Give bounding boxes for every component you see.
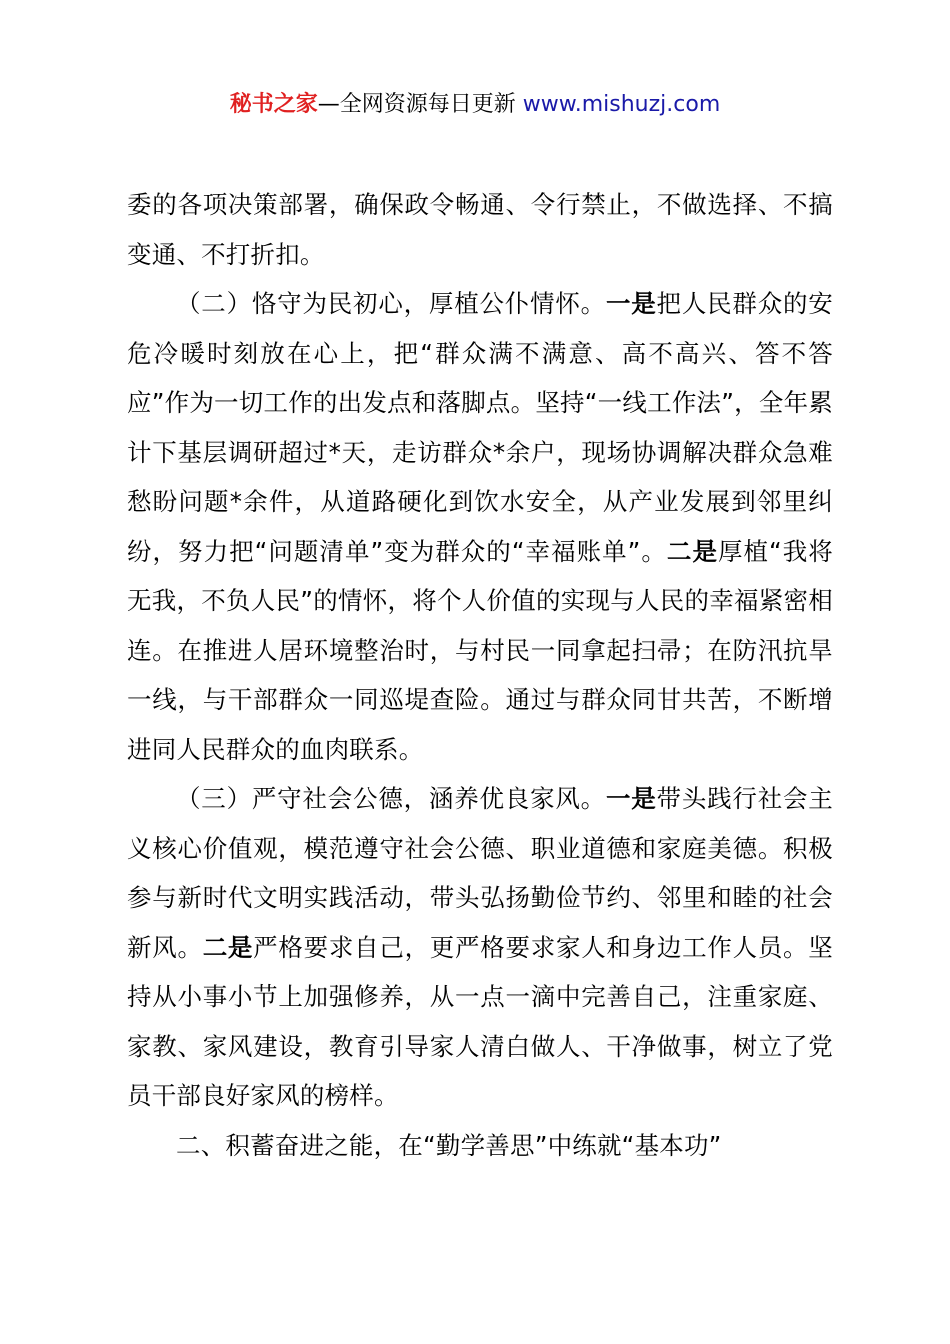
text-segment: （二）恪守为民初心，厚植公仆情怀。 [176,289,606,318]
heading-text: 二、积蓄奋进之能，在“勤学善思”中练就“基本功” [176,1130,722,1160]
paragraph-continuation [127,180,833,279]
paragraph-section-2 [127,279,833,774]
keyword-second: 二是 [666,536,718,566]
text-segment: 严格要求自己，更严格要求家人和身边工作人员。坚持从小事小节上加强修养，从一点一滴中完善自己，注重家庭、家教、家风建设，教育引导家人清白做人、干净做事，树立了党员干部良好家风的榜样。 [127,932,833,1110]
text-segment: 带头践行社会主义核心价值观，模范遵守社会公德、职业道德和家庭美德。积极参与新时代文明实践活动，带头弘扬勤俭节约、邻里和睦的社会新风。 [127,784,833,962]
keyword-first: 一是 [605,289,657,318]
paragraph-section-3 [127,774,833,1121]
keyword-second: 二是 [202,932,254,962]
site-url-link[interactable]: www.mishuzj.com [522,92,721,117]
text-segment: 把人民群众的安危冷暖时刻放在心上，把“群众满不满意、高不高兴、答不答应”作为一切工作的出发点和落脚点。坚持“一线工作法”，全年累计下基层调研超过*天，走访群众*余户，现场协调解决群众急难愁盼问题*余件，从道路硬化到饮水安全，从产业发展到邻里纠纷，努力把“问题清单”变为群众的“幸福账单”。 [127,289,833,566]
section-heading [127,1121,833,1171]
site-header [0,88,950,122]
document-body [127,180,833,1170]
text-segment: （三）严守社会公德，涵养优良家风。 [176,784,606,813]
text-segment: 委的各项决策部署，确保政令畅通、令行禁止，不做选择、不搞变通、不打折扣。 [127,190,833,269]
text-segment: 厚植“我将无我，不负人民”的情怀，将个人价值的实现与人民的幸福紧密相连。在推进人居环境整治时，与村民一同拿起扫帚；在防汛抗旱一线，与干部群众一同巡堤查险。通过与群众同甘共苦，不断增进同人民群众的血肉联系。 [127,536,833,764]
header-tagline: —全网资源每日更新 [317,92,523,117]
brand-name: 秘书之家 [229,92,318,117]
keyword-first: 一是 [605,784,657,813]
